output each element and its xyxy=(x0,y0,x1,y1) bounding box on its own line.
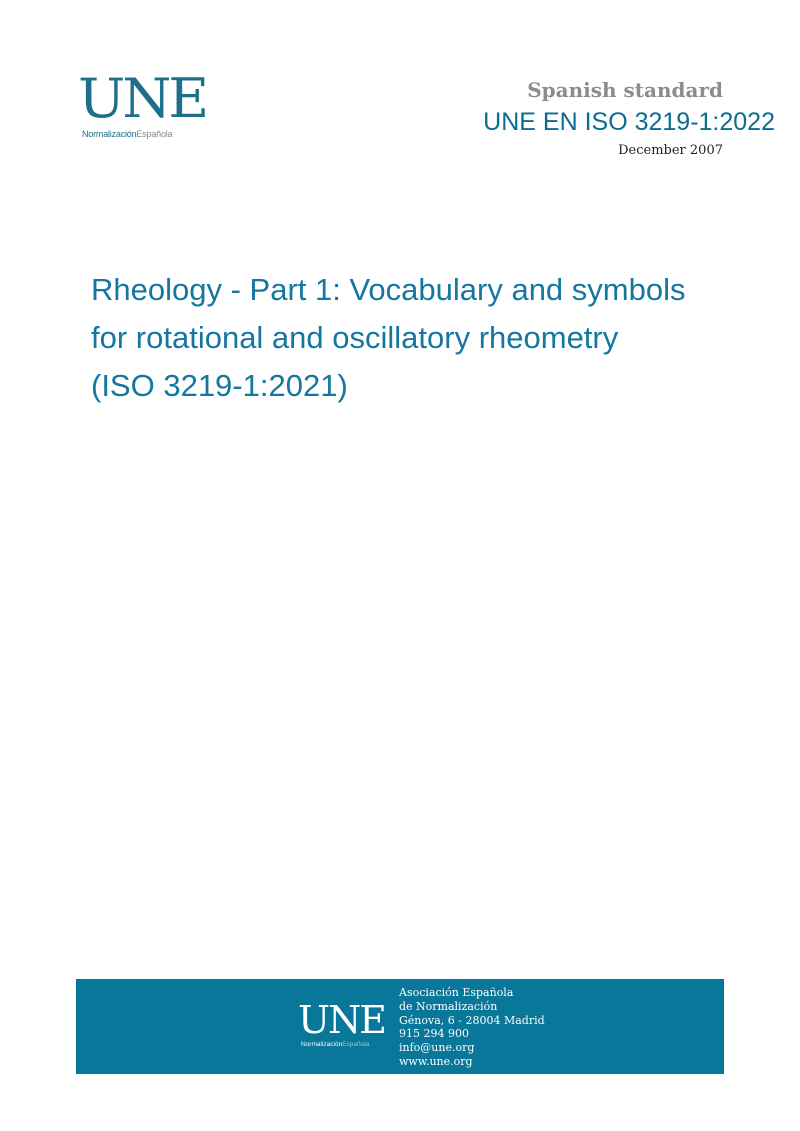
contact-info xyxy=(399,986,545,1069)
address: Génova, 6 - 28004 Madrid xyxy=(399,1013,545,1027)
title-line: (ISO 3219-1:2021) xyxy=(91,368,348,403)
logo-tagline xyxy=(82,129,172,139)
phone: 915 294 900 xyxy=(399,1027,469,1041)
logo-tagline-part1: Normalización xyxy=(82,129,137,139)
email-link[interactable]: info@une.org xyxy=(399,1041,475,1055)
footer-logo-tagline-part2: Española xyxy=(342,1041,370,1048)
title-line: for rotational and oscillatory rheometry xyxy=(91,320,619,355)
footer-band xyxy=(76,979,724,1074)
footer-logo-tagline-part1: Normalización xyxy=(301,1041,343,1048)
footer-logo-mark: UNE xyxy=(298,998,386,1042)
standard-type: Spanish standard xyxy=(527,78,723,102)
standard-code: UNE EN ISO 3219-1:2022 xyxy=(483,108,775,136)
publication-date: December 2007 xyxy=(618,143,723,158)
organization-name-line1: Asociación Española xyxy=(399,986,514,999)
footer-une-logo xyxy=(298,998,388,1054)
title-line: Rheology - Part 1: Vocabulary and symbols xyxy=(91,272,686,307)
document-title xyxy=(91,266,771,410)
website-link[interactable]: www.une.org xyxy=(399,1054,473,1068)
logo-tagline-part2: Española xyxy=(136,129,173,139)
logo-mark: UNE xyxy=(78,67,207,130)
une-logo xyxy=(78,67,208,144)
footer-logo-tagline xyxy=(301,1041,369,1048)
organization-name-line2: de Normalización xyxy=(399,999,498,1013)
